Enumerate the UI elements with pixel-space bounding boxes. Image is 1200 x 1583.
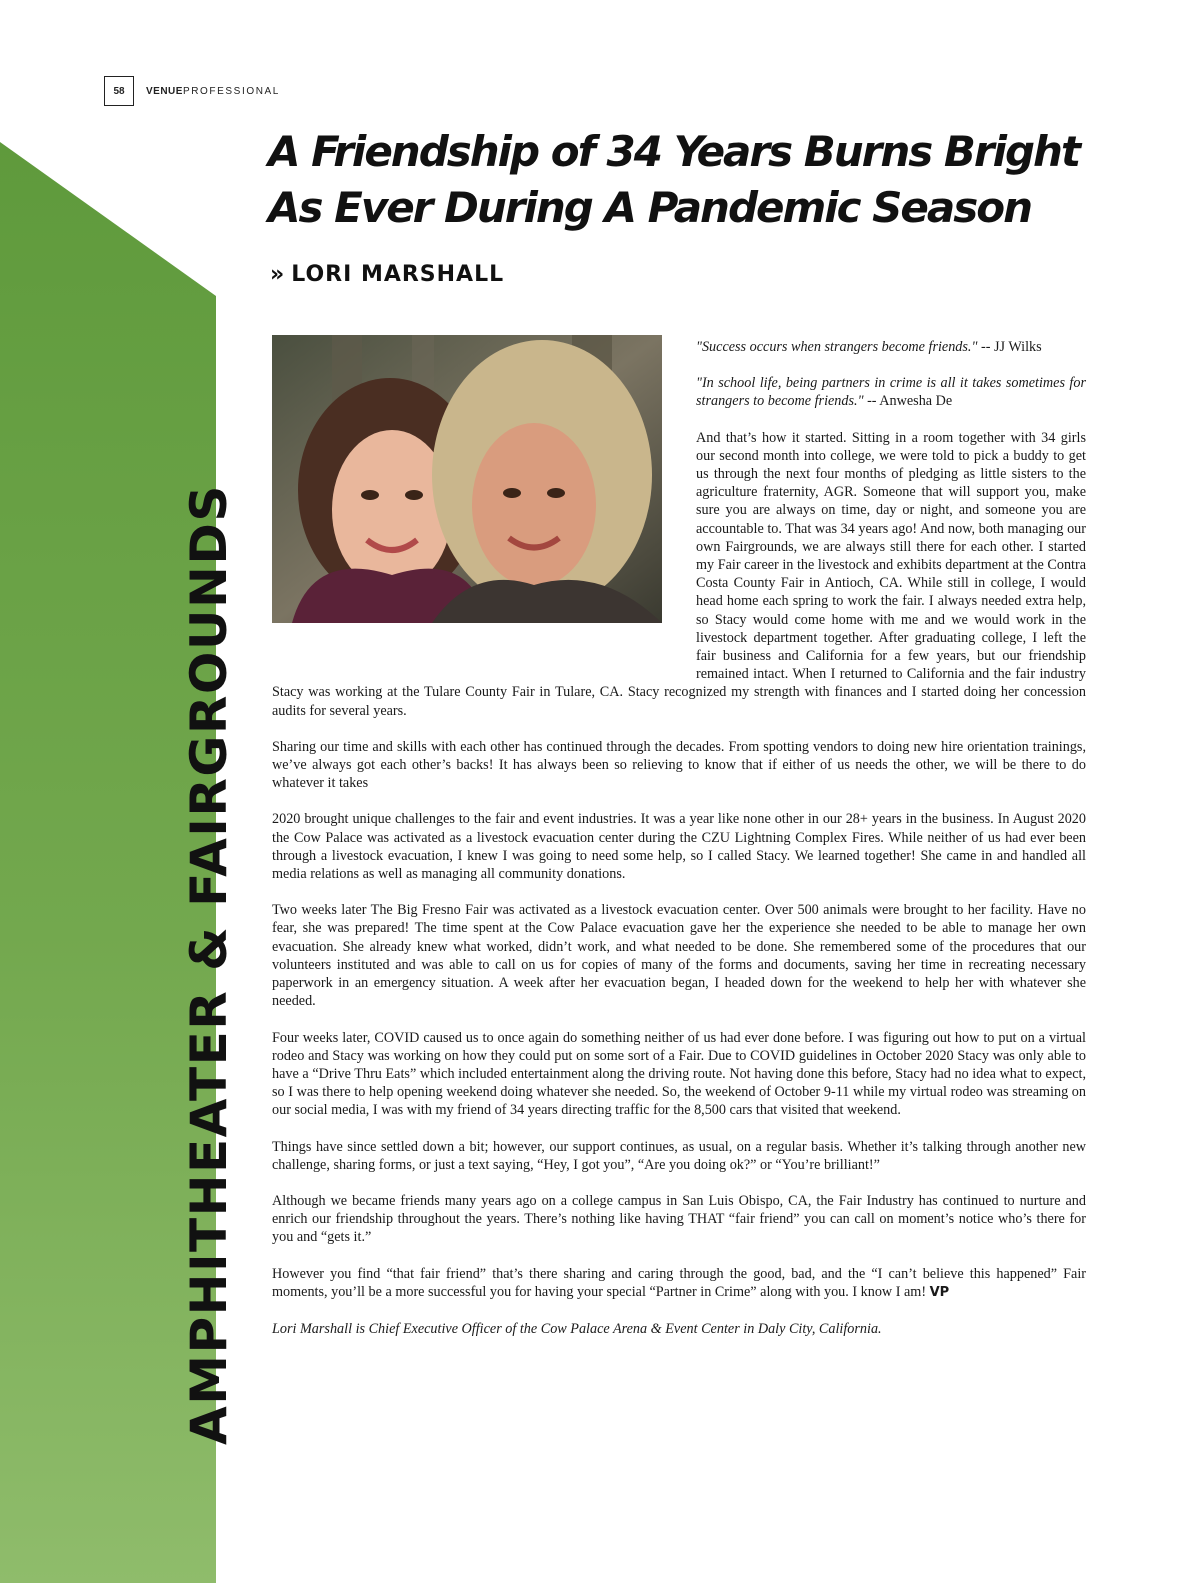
brand-light: PROFESSIONAL (182, 86, 280, 97)
byline (270, 262, 504, 287)
quote-1-text: "Success occurs when strangers become friends." (696, 339, 978, 355)
body-paragraph: Four weeks later, COVID caused us to once again do something neither of us had ever done before. I was figuring out how to put on a virtual rodeo and Stacy was working on how they could put on some sort of a Fair. Due to COVID guidelines in October 2020 Stacy was only able to have a “Drive Thru Eats” which included entertainment along the driving route. Not having done this before, Stacy had no idea what to expect, so I was there to help opening weekend doing whatever she needed. So, the weekend of October 9-11 while my virtual rodeo was streaming on our social media, I was with my friend of 34 years directing traffic for the 8,500 cars that visited that weekend. (272, 1029, 1086, 1119)
end-mark: VP (929, 1284, 950, 1300)
body-paragraph: Although we became friends many years ago on a college campus in San Luis Obispo, CA, the Fair Industry has continued to nurture and enrich our friendship throughout the years. There’s nothing like having THAT “fair friend” you can call on moment’s notice who’s there for you and “gets it.” (272, 1192, 1086, 1246)
closing-text: However you find “that fair friend” that’s there sharing and caring through the good, bad, and the “I can’t believe this happened” Fair moments, you’ll be a more successful you for having your special “Partner in Crime” along with you. I know I am! (272, 1265, 1086, 1300)
body-paragraph: And that’s how it started. Sitting in a room together with 34 girls our second month into college, we were told to pick a buddy to get us through the next four months of pledging as little sisters to the agriculture fraternity, AGR. Someone that will support you, make sure you are always on time, day or night, and someone you are accountable to. That was 34 years ago! And now, both managing our own Fairgrounds, we are always still there for each other. I started my Fair career in the livestock and exhibits department at the Contra Costa County Fair in Antioch, CA. While still in college, I would head home each spring to work the fair. I always needed extra help, so Stacy would come home with me and we would work in the livestock department together. After graduating college, I left the fair business and California for a few years, but our friendship remained intact. When I returned to California and the fair industry Stacy was working at the Tulare County Fair in Tulare, CA. Stacy recognized my strength with finances and I started doing her concession audits for several years. (272, 429, 1086, 719)
page-number: 58 (104, 76, 134, 106)
article-body (272, 338, 1086, 1356)
title-line-2: As Ever During A Pandemic Season (268, 183, 1031, 232)
quote-2-text: "In school life, being partners in crime is all it takes sometimes for strangers to become friends." (696, 375, 1086, 410)
body-paragraph: Sharing our time and skills with each other has continued through the decades. From spotting vendors to doing new hire orientation trainings, we’ve always got each other’s backs! It has always been so relieving to know that if either of us needs the other, we will be there to do whatever it takes (272, 738, 1086, 792)
byline-arrow-icon: » (270, 262, 286, 287)
section-label: AMPHITHEATER & FAIRGROUNDS (180, 484, 238, 1445)
quote-1-attribution: -- JJ Wilks (977, 339, 1042, 355)
body-paragraph: Two weeks later The Big Fresno Fair was activated as a livestock evacuation center. Over 500 animals were brought to her facility. Have no fear, she was prepared! The time spent at the Cow Palace evacuation gave her the experience she needed to be able to manage her own evacuation. She already knew what worked, didn’t work, and what needed to be done. She remembered some of the procedures that our volunteers instituted and was able to call on us for copies of many of the forms and documents, saving her time in recreating necessary paperwork in an emergency situation. A week after her evacuation began, I headed down for the weekend to help her with whatever she needed. (272, 902, 1086, 1010)
article-title (268, 124, 1128, 236)
quote-2-attribution: -- Anwesha De (863, 393, 953, 410)
body-paragraph: Things have since settled down a bit; however, our support continues, as usual, on a regular basis. Whether it’s talking through another new challenge, sharing forms, or just a text saying, “Hey, I got you”, “Are you doing ok?” or “You’re brilliant!” (272, 1138, 1086, 1173)
photo-wrap-space (272, 338, 696, 666)
brand-bold: VENUE (146, 86, 183, 97)
title-line-1: A Friendship of 34 Years Burns Bright (268, 127, 1080, 176)
author-name: LORI MARSHALL (291, 262, 505, 287)
author-bio: Lori Marshall is Chief Executive Officer of the Cow Palace Arena & Event Center in Daly City, California. (272, 1320, 882, 1337)
body-paragraph: 2020 brought unique challenges to the fair and event industries. It was a year like none other in our 28+ years in the business. In August 2020 the Cow Palace was activated as a livestock evacuation center during the CZU Lightning Complex Fires. While neither of us had ever been through a livestock evacuation, I knew I was going to need some help, so I called Stacy. We learned together! She came in and handled all media relations as well as managing all community donations. (272, 811, 1086, 883)
closing-paragraph (272, 1265, 1086, 1302)
